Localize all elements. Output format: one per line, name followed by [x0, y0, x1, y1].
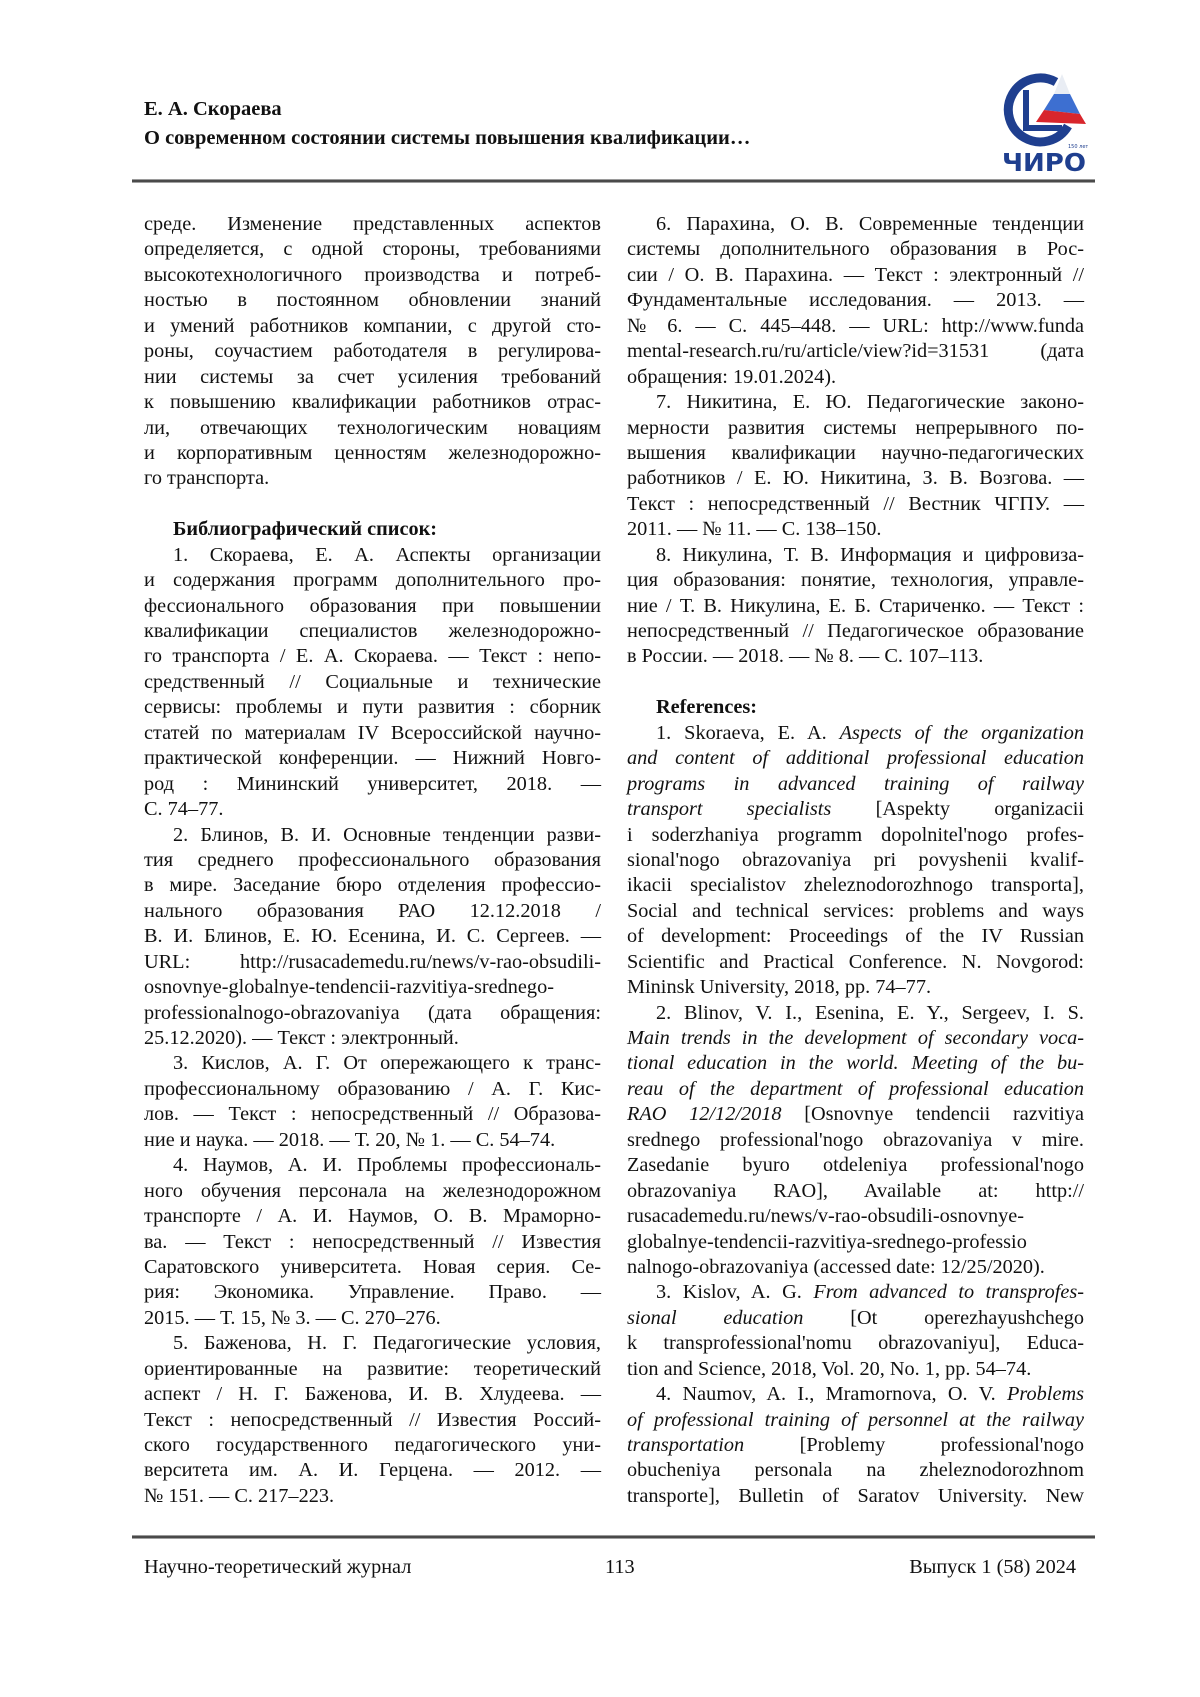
text-line: верситета им. А. И. Герцена. — 2012. — — [144, 1458, 601, 1483]
text-line — [627, 1102, 1084, 1127]
text-line — [627, 1280, 1084, 1305]
italic-title-segment: reau of the department of professional education — [627, 1078, 1084, 1100]
text-line: ние / Т. В. Никулина, Е. Б. Стариченко. — Текст : — [627, 594, 1084, 619]
text-line: 25.12.2020). — Текст : электронный. — [144, 1026, 601, 1051]
text-line — [627, 772, 1084, 797]
text-segment: [Ot operezhayushchego — [803, 1307, 1084, 1329]
text-line: определяется, с одной стороны, требованиями — [144, 237, 601, 262]
reference-paragraph — [627, 543, 1084, 670]
blank-line — [144, 492, 601, 517]
text-line: тия среднего профессионального образования — [144, 848, 601, 873]
text-line — [627, 1051, 1084, 1076]
italic-title-segment: Main trends in the development of secondary voca- — [627, 1027, 1084, 1049]
reference-paragraph — [627, 1001, 1084, 1281]
text-line: мерности развития системы непрерывного по- — [627, 416, 1084, 441]
text-line: и корпоративным ценностям железнодорожно- — [144, 441, 601, 466]
text-line: № 151. — С. 217–223. — [144, 1484, 601, 1509]
text-line: вышения квалификации научно-педагогических — [627, 441, 1084, 466]
text-segment: [Aspekty organizacii — [831, 798, 1084, 820]
text-line: transporte], Bulletin of Saratov University. New — [627, 1484, 1084, 1509]
text-line: сии / О. В. Парахина. — Текст : электронный // — [627, 263, 1084, 288]
reference-paragraph — [144, 1331, 601, 1509]
text-line: высокотехнологичного производства и потреб- — [144, 263, 601, 288]
text-line: непосредственный // Педагогическое образование — [627, 619, 1084, 644]
text-line: средственный // Социальные и технические — [144, 670, 601, 695]
text-segment: 3. Kislov, A. G. — [656, 1281, 813, 1303]
text-line: сервисы: проблемы и пути развития : сборник — [144, 695, 601, 720]
text-line: nalnogo-obrazovaniya (accessed date: 12/25/2020). — [627, 1255, 1084, 1280]
text-line: к повышению квалификации работников отрас- — [144, 390, 601, 415]
text-line: 3. Кислов, А. Г. От опережающего к транс- — [144, 1051, 601, 1076]
text-line: Social and technical services: problems and ways — [627, 899, 1084, 924]
reference-paragraph — [144, 1051, 601, 1153]
text-line — [627, 1026, 1084, 1051]
reference-paragraph — [627, 1382, 1084, 1509]
footer-divider — [132, 1536, 1095, 1539]
text-line: 7. Никитина, Е. Ю. Педагогические законо- — [627, 390, 1084, 415]
footer-journal: Научно-теоретический журнал — [144, 1556, 411, 1579]
left-column — [144, 212, 601, 1509]
text-line: статей по материалам IV Всероссийской научно- — [144, 721, 601, 746]
text-line — [627, 1408, 1084, 1433]
text-line: 2015. — Т. 15, № 3. — С. 270–276. — [144, 1306, 601, 1331]
text-line: Текст : непосредственный // Известия Россий- — [144, 1408, 601, 1433]
text-line: го транспорта. — [144, 466, 601, 491]
text-line: рия: Экономика. Управление. Право. — — [144, 1280, 601, 1305]
text-line: нального образования РАО 12.12.2018 / — [144, 899, 601, 924]
text-line: Mininsk University, 2018, pp. 74–77. — [627, 975, 1084, 1000]
page-number: 113 — [605, 1556, 635, 1579]
text-line: В. И. Блинов, Е. Ю. Есенина, И. С. Сергеев. — — [144, 924, 601, 949]
text-line: URL: http://rusacademedu.ru/news/v-rao-obsudili- — [144, 950, 601, 975]
text-line: в мире. Заседание бюро отделения профессио- — [144, 873, 601, 898]
italic-title-segment: programs in advanced training of railway — [627, 773, 1084, 795]
text-line: professionalnogo-obrazovaniya (дата обращения: — [144, 1001, 601, 1026]
text-segment: 4. Naumov, A. I., Mramornova, O. V. — [656, 1383, 1007, 1405]
reference-paragraph — [144, 212, 601, 492]
running-header-title: О современном состоянии системы повышения квалификации… — [144, 127, 750, 150]
header-divider — [132, 180, 1095, 183]
text-line: С. 74–77. — [144, 797, 601, 822]
text-line: работников / Е. Ю. Никитина, З. В. Возгова. — — [627, 466, 1084, 491]
italic-title-segment: RAO 12/12/2018 — [627, 1103, 782, 1125]
italic-title-segment: sional education — [627, 1307, 803, 1329]
reference-paragraph — [144, 823, 601, 1052]
text-line: практической конференции. — Нижний Новго- — [144, 746, 601, 771]
text-line: of development: Proceedings of the IV Russian — [627, 924, 1084, 949]
text-line: Scientific and Practical Conference. N. Novgorod: — [627, 950, 1084, 975]
text-line: среде. Изменение представленных аспектов — [144, 212, 601, 237]
text-line: ли, отвечающих технологическим новациям — [144, 416, 601, 441]
text-line: i soderzhaniya programm dopolnitel'nogo profes- — [627, 823, 1084, 848]
logo-text: ЧИРО — [1002, 148, 1086, 174]
text-line: 2011. — № 11. — С. 138–150. — [627, 517, 1084, 542]
text-line: № 6. — С. 445–448. — URL: http://www.funda — [627, 314, 1084, 339]
text-line — [627, 1306, 1084, 1331]
italic-title-segment: Problems — [1007, 1383, 1084, 1405]
text-line: srednego professional'nogo obrazovaniya v mire. — [627, 1128, 1084, 1153]
italic-title-segment: From advanced to transprofes- — [813, 1281, 1084, 1303]
reference-paragraph — [627, 212, 1084, 390]
text-line: ние и наука. — 2018. — Т. 20, № 1. — С. 54–74. — [144, 1128, 601, 1153]
text-line: 2. Blinov, V. I., Esenina, E. Y., Sergeev, I. S. — [627, 1001, 1084, 1026]
italic-title-segment: transport specialists — [627, 798, 831, 820]
text-line: tion and Science, 2018, Vol. 20, No. 1, pp. 54–74. — [627, 1357, 1084, 1382]
reference-paragraph — [627, 390, 1084, 543]
text-line: в России. — 2018. — № 8. — С. 107–113. — [627, 644, 1084, 669]
text-line: нии системы за счет усиления требований — [144, 365, 601, 390]
text-line: Текст : непосредственный // Вестник ЧГПУ. — — [627, 492, 1084, 517]
text-line: профессиональному образованию / А. Г. Кис- — [144, 1077, 601, 1102]
text-line: 6. Парахина, О. В. Современные тенденции — [627, 212, 1084, 237]
text-segment: 1. Skoraeva, E. A. — [656, 722, 840, 744]
text-line: ция образования: понятие, технология, управле- — [627, 568, 1084, 593]
text-line: rusacademedu.ru/news/v-rao-obsudili-osnovnye- — [627, 1204, 1084, 1229]
text-line — [627, 1433, 1084, 1458]
text-segment: [Problemy professional'nogo — [744, 1434, 1084, 1456]
running-header-author: Е. А. Скораева — [144, 98, 282, 121]
logo-subtext: 150 лет — [1068, 144, 1088, 150]
italic-title-segment: of professional training of personnel at the railway — [627, 1409, 1084, 1431]
text-line: фессионального образования при повышении — [144, 594, 601, 619]
text-line: роны, соучастием работодателя в регулирова- — [144, 339, 601, 364]
italic-title-segment: Aspects of the organization — [840, 722, 1084, 744]
right-column — [627, 212, 1084, 1509]
text-line: 8. Никулина, Т. В. Информация и цифровиза- — [627, 543, 1084, 568]
text-line: obucheniya personala na zheleznodorozhnom — [627, 1458, 1084, 1483]
chiro-logo — [998, 68, 1088, 174]
text-line: и содержания программ дополнительного про- — [144, 568, 601, 593]
text-line — [627, 1382, 1084, 1407]
text-line: ного обучения персонала на железнодорожном — [144, 1179, 601, 1204]
italic-title-segment: transportation — [627, 1434, 744, 1456]
italic-title-segment: and content of additional professional education — [627, 747, 1084, 769]
text-line: 4. Наумов, А. И. Проблемы профессиональ- — [144, 1153, 601, 1178]
text-line: ориентированные на развитие: теоретический — [144, 1357, 601, 1382]
text-line: globalnye-tendencii-razvitiya-srednego-professio — [627, 1230, 1084, 1255]
blank-line — [627, 670, 1084, 695]
text-line: mental-research.ru/ru/article/view?id=31531 (дата — [627, 339, 1084, 364]
text-line: k transprofessional'nomu obrazovaniyu], Educa- — [627, 1331, 1084, 1356]
text-line — [627, 797, 1084, 822]
text-line: аспект / Н. Г. Баженова, И. В. Хлудеева. — — [144, 1382, 601, 1407]
text-line: го транспорта / Е. А. Скораева. — Текст : непо- — [144, 644, 601, 669]
reference-paragraph — [144, 1153, 601, 1331]
text-line: ностью в постоянном обновлении знаний — [144, 288, 601, 313]
text-line — [627, 1077, 1084, 1102]
text-line: Фундаментальные исследования. — 2013. — — [627, 288, 1084, 313]
text-line: Саратовского университета. Новая серия. Се- — [144, 1255, 601, 1280]
text-line: obrazovaniya RAO], Available at: http:// — [627, 1179, 1084, 1204]
reference-paragraph — [144, 543, 601, 823]
text-line: и умений работников компании, с другой сто- — [144, 314, 601, 339]
text-line — [627, 746, 1084, 771]
italic-title-segment: tional education in the world. Meeting of the bu- — [627, 1052, 1084, 1074]
section-heading: Библиографический список: — [144, 517, 601, 542]
text-line: Zasedanie byuro otdeleniya professional'nogo — [627, 1153, 1084, 1178]
text-line: род : Мининский университет, 2018. — — [144, 772, 601, 797]
section-heading: References: — [627, 695, 1084, 720]
text-line: ского государственного педагогического уни- — [144, 1433, 601, 1458]
reference-paragraph — [627, 1280, 1084, 1382]
text-line: ikacii specialistov zheleznodorozhnogo transporta], — [627, 873, 1084, 898]
text-line: лов. — Текст : непосредственный // Образова- — [144, 1102, 601, 1127]
text-line: системы дополнительного образования в Рос- — [627, 237, 1084, 262]
footer-issue: Выпуск 1 (58) 2024 — [909, 1556, 1076, 1579]
text-line: 1. Скораева, Е. А. Аспекты организации — [144, 543, 601, 568]
text-line: квалификации специалистов железнодорожно- — [144, 619, 601, 644]
text-line: 5. Баженова, Н. Г. Педагогические условия, — [144, 1331, 601, 1356]
text-line: ва. — Текст : непосредственный // Известия — [144, 1230, 601, 1255]
text-line: транспорте / А. И. Наумов, О. В. Мраморно- — [144, 1204, 601, 1229]
text-segment: [Osnovnye tendencii razvitiya — [782, 1103, 1084, 1125]
reference-paragraph — [627, 721, 1084, 1001]
logo-triangle-white — [1054, 74, 1070, 94]
text-line: osnovnye-globalnye-tendencii-razvitiya-srednego- — [144, 975, 601, 1000]
text-line: обращения: 19.01.2024). — [627, 365, 1084, 390]
text-line — [627, 721, 1084, 746]
text-line: sional'nogo obrazovaniya pri povyshenii kvalif- — [627, 848, 1084, 873]
text-line: 2. Блинов, В. И. Основные тенденции разви- — [144, 823, 601, 848]
